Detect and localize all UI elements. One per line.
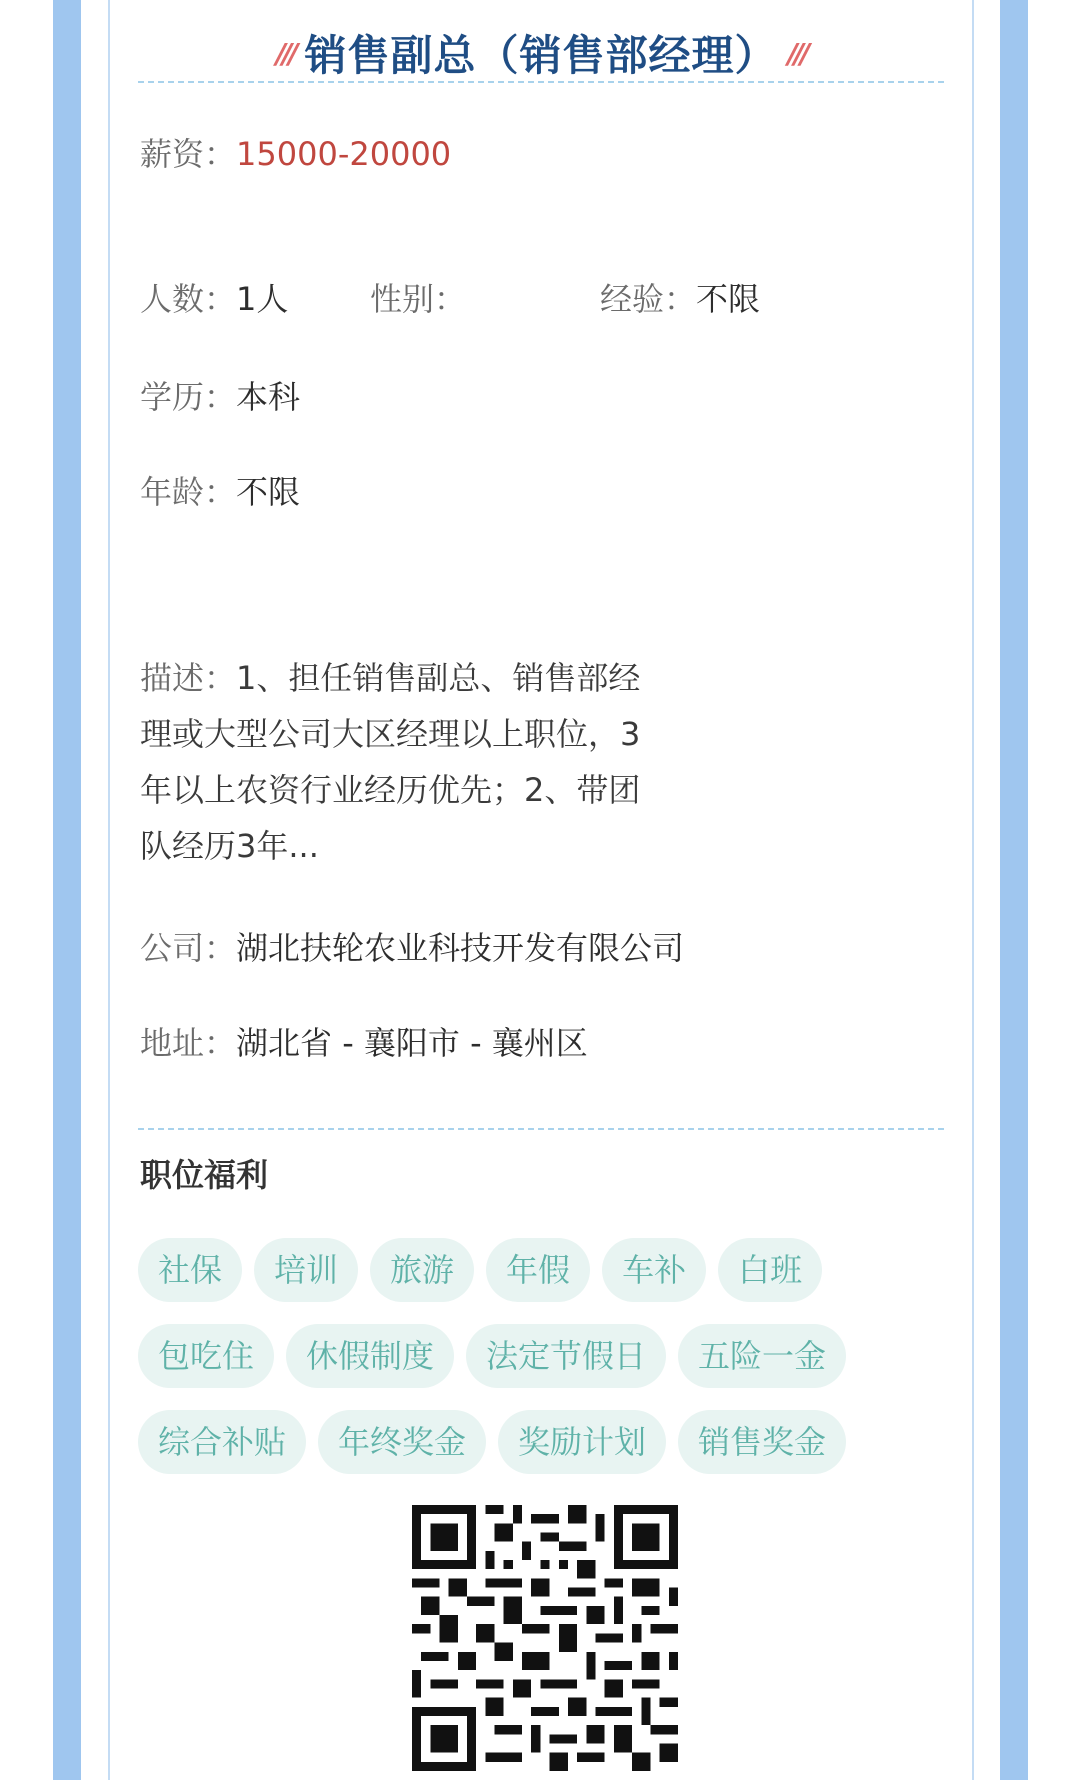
job-title: 销售副总（销售部经理） xyxy=(304,31,778,80)
description-label: 描述： xyxy=(140,659,237,697)
address-value: 湖北省 - 襄阳市 - 襄州区 xyxy=(236,1024,588,1062)
job-card xyxy=(108,0,974,1780)
benefit-tag: 五险一金 xyxy=(678,1324,846,1388)
gender-row xyxy=(370,279,466,319)
experience-label: 经验： xyxy=(600,280,697,318)
benefit-tag: 年假 xyxy=(486,1238,590,1302)
benefit-tag: 年终奖金 xyxy=(318,1410,486,1474)
benefit-tag: 包吃住 xyxy=(138,1324,274,1388)
experience-row xyxy=(600,279,760,319)
headcount-row xyxy=(140,279,288,319)
address-label: 地址： xyxy=(140,1024,237,1062)
company-row xyxy=(140,928,684,968)
age-row xyxy=(140,472,300,512)
benefits-divider xyxy=(138,1128,944,1130)
benefit-tag: 白班 xyxy=(718,1238,822,1302)
description-block xyxy=(140,650,660,874)
company-label: 公司： xyxy=(140,929,237,967)
title-decoration-right: /// xyxy=(787,36,807,70)
benefit-tag: 车补 xyxy=(602,1238,706,1302)
job-title-row xyxy=(110,16,972,90)
qr-code-icon xyxy=(412,1505,678,1771)
education-row xyxy=(140,377,300,417)
salary-row xyxy=(140,134,451,174)
education-label: 学历： xyxy=(140,378,237,416)
benefit-tag: 综合补贴 xyxy=(138,1410,306,1474)
benefit-tag: 销售奖金 xyxy=(678,1410,846,1474)
description-value: 1、担任销售副总、销售部经理或大型公司大区经理以上职位，3年以上农资行业经历优先；2、带团队经历3年... xyxy=(140,659,641,865)
benefit-tag: 休假制度 xyxy=(286,1324,454,1388)
headcount-label: 人数： xyxy=(140,280,237,318)
company-value: 湖北扶轮农业科技开发有限公司 xyxy=(236,929,685,967)
left-frame-border xyxy=(53,0,81,1780)
experience-value: 不限 xyxy=(696,280,761,318)
benefit-tag: 社保 xyxy=(138,1238,242,1302)
salary-label: 薪资： xyxy=(140,135,237,173)
benefits-title: 职位福利 xyxy=(140,1156,269,1194)
age-value: 不限 xyxy=(236,473,301,511)
benefit-tag: 旅游 xyxy=(370,1238,474,1302)
right-frame-border xyxy=(1000,0,1028,1780)
headcount-value: 1人 xyxy=(236,280,289,318)
gender-label: 性别： xyxy=(370,280,467,318)
title-decoration-left: /// xyxy=(275,36,295,70)
benefit-tag: 奖励计划 xyxy=(498,1410,666,1474)
age-label: 年龄： xyxy=(140,473,237,511)
education-value: 本科 xyxy=(236,378,301,416)
benefit-tags xyxy=(138,1238,898,1474)
salary-value: 15000-20000 xyxy=(236,135,452,173)
address-row xyxy=(140,1023,588,1063)
benefit-tag: 法定节假日 xyxy=(466,1324,666,1388)
benefit-tag: 培训 xyxy=(254,1238,358,1302)
title-divider xyxy=(138,81,944,83)
